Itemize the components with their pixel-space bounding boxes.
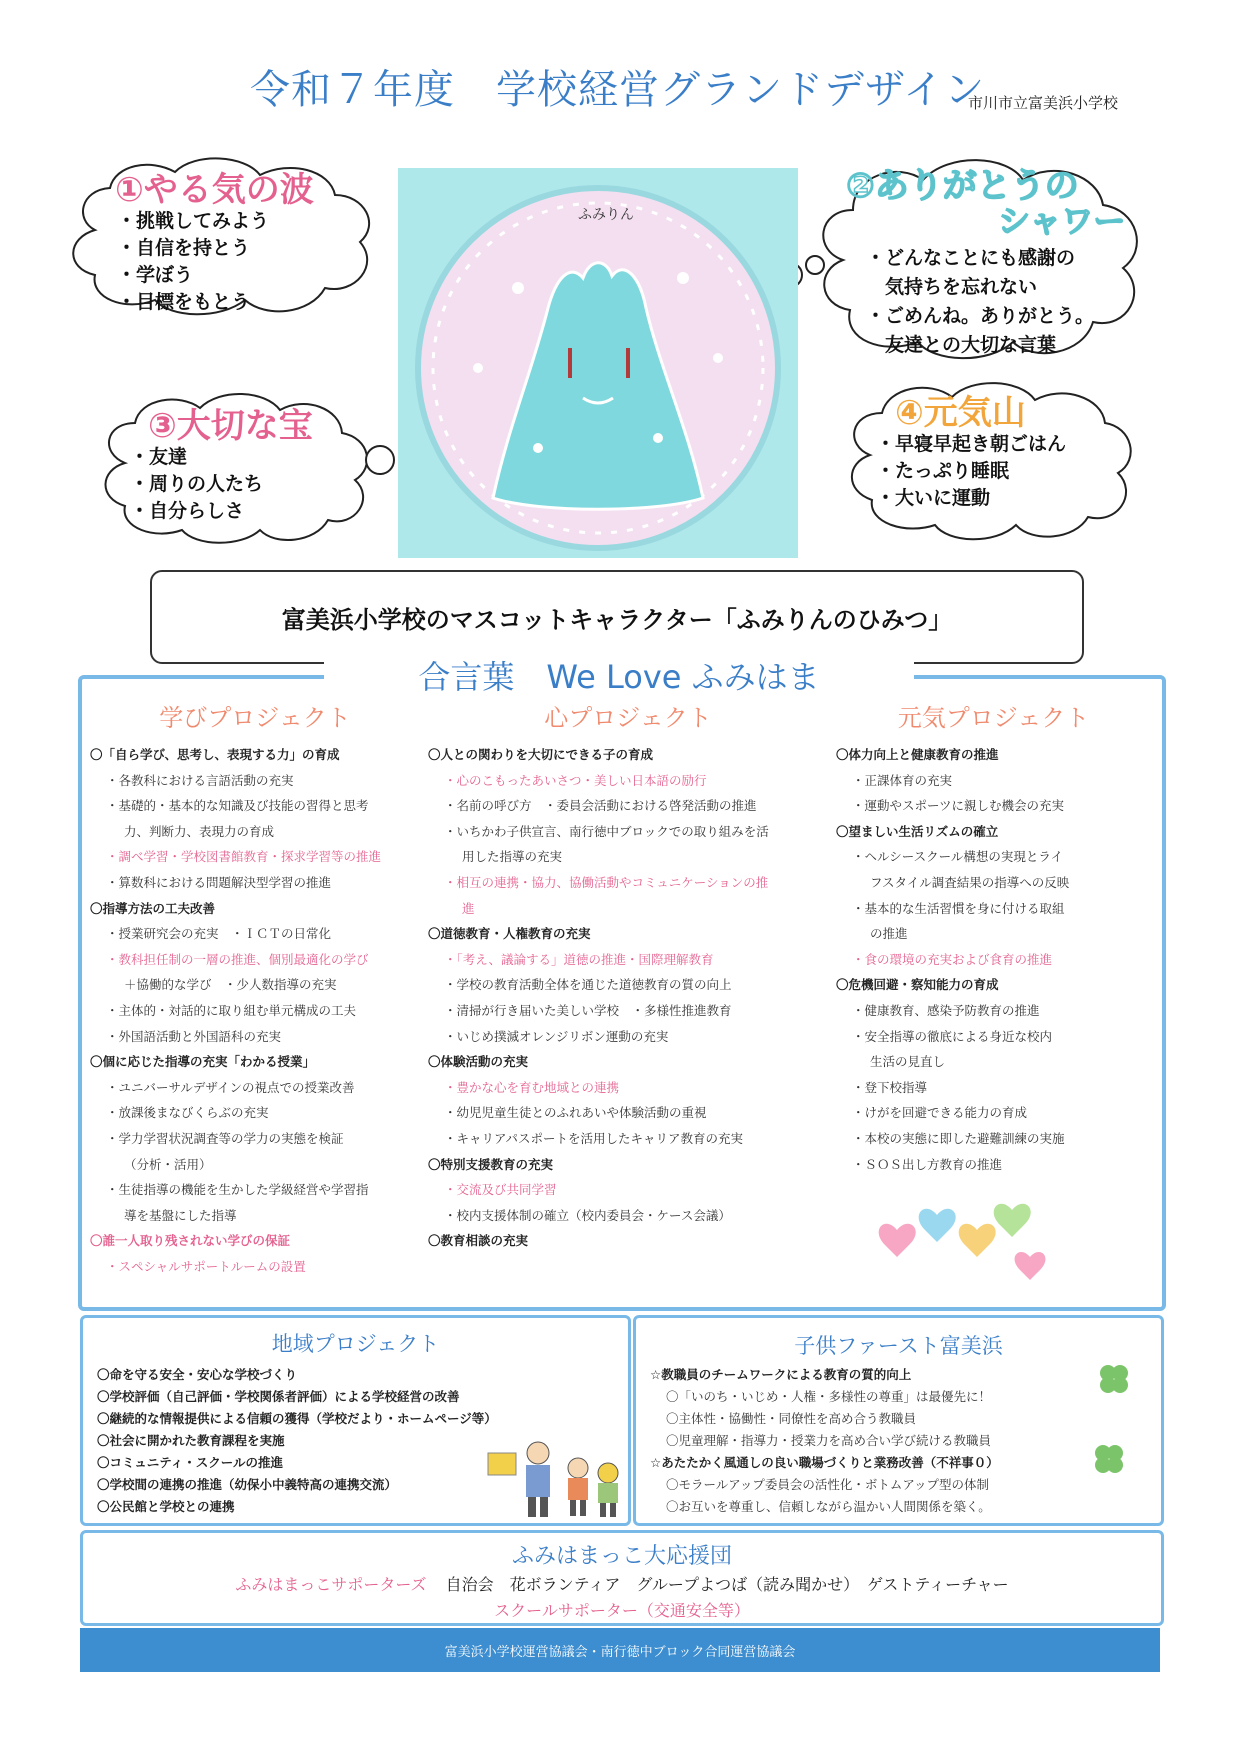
list-item: 友達との大切な言葉 (866, 334, 1057, 356)
list-item: 〇道徳教育・人権教育の充実 (428, 926, 591, 942)
list-item: ・教科担任制の一層の推進、個別最適化の学び (106, 951, 369, 967)
list-item: 〇望ましい生活リズムの確立 (836, 823, 999, 839)
list-item: ・登下校指導 (852, 1079, 928, 1095)
mascot-label: ふみりん (578, 207, 634, 223)
list-item: ・自分らしさ (130, 500, 245, 522)
list-item: ・主体的・対話的に取り組む単元構成の工夫 (106, 1002, 357, 1018)
list-item: ・名前の呼び方 ・委員会活動における啓発活動の推進 (444, 798, 757, 814)
cloud-yaruki (55, 150, 390, 325)
list-item: ・授業研究会の充実 ・ＩＣＴの日常化 (106, 926, 332, 942)
list-item: （分析・活用） (124, 1156, 212, 1172)
box-title: 地域プロジェクト (271, 1332, 440, 1356)
list-item: ・早寝早起き朝ごはん (876, 433, 1067, 455)
list-item: ・基礎的・基本的な知識及び技能の習得と思考 (106, 798, 369, 814)
list-item: ・算数科における問題解決型学習の推進 (106, 874, 332, 890)
list-item: 〇誰一人取り残されない学びの保証 (90, 1233, 291, 1249)
list-item: ・いじめ撲滅オレンジリボン運動の充実 (444, 1028, 669, 1044)
list-item: ・校内支援体制の確立（校内委員会・ケース会議） (444, 1207, 731, 1223)
aikotoba-heading: 合言葉 We Love ふみはま (324, 652, 914, 698)
cloud-title: ④元気山 (895, 393, 1026, 433)
list-item: 気持ちを忘れない (866, 276, 1038, 298)
list-item: ・外国語活動と外国語科の充実 (106, 1028, 282, 1044)
list-item: 〇「自ら学び、思考し、表現する力」の育成 (90, 747, 340, 762)
children-illustration (478, 1433, 628, 1521)
cloud-list (117, 208, 269, 316)
manabi-project (90, 700, 420, 1279)
list-item: 〇学校間の連携の推進（幼保小中義特高の連携交流） (97, 1477, 398, 1492)
list-item: フスタイル調査結果の指導への反映 (870, 874, 1070, 890)
cloud-title-sub: シャワー (998, 202, 1126, 240)
cloud-list (866, 244, 1094, 360)
project-list (836, 742, 1151, 1177)
list-item: 〇指導方法の工夫改善 (90, 900, 216, 916)
list-item: 〇人との関わりを大切にできる子の育成 (428, 747, 654, 762)
list-item: ・キャリアパスポートを活用したキャリア教育の充実 (444, 1130, 744, 1146)
list-item: ・学ぼう (117, 264, 194, 286)
list-item: ・生徒指導の機能を生かした学級経営や学習指 (106, 1182, 369, 1198)
list-item: 〇モラールアップ委員会の活性化・ボトムアップ型の体制 (666, 1477, 990, 1492)
supporter-highlight: ふみはまっこサポーターズ (235, 1575, 427, 1594)
list-item: 〇危機回避・察知能力の育成 (836, 977, 999, 993)
list-item: 用した指導の充実 (462, 849, 563, 865)
project-title: 元気プロジェクト (897, 704, 1090, 732)
list-item: ・ユニバーサルデザインの視点での授業改善 (106, 1079, 355, 1095)
list-item: ＋協働的な学び ・少人数指導の充実 (124, 977, 337, 993)
list-item: ・スペシャルサポートルームの設置 (106, 1258, 306, 1274)
list-item: 〇主体性・協働性・同僚性を高め合う教職員 (666, 1411, 917, 1426)
list-item: 生活の見直し (870, 1054, 946, 1070)
list-item: ・基本的な生活習慣を身に付ける取組 (852, 900, 1065, 916)
mascot-image (398, 168, 798, 558)
list-item: 〇体力向上と健康教育の推進 (836, 747, 999, 762)
clover-icon (1078, 1338, 1148, 1488)
list-item: ・健康教育、感染予防教育の推進 (852, 1002, 1040, 1018)
list-item: ・ＳＯＳ出し方教育の推進 (852, 1156, 1003, 1172)
supporter-list: 自治会 花ボランティア グループよつば（読み聞かせ） ゲストティーチャー (445, 1575, 1009, 1594)
list-item: ・正課体育の充実 (852, 772, 953, 788)
hearts-decoration (845, 1185, 1065, 1285)
list-item: ・豊かな心を育む地域との連携 (444, 1079, 620, 1095)
cloud-list (876, 431, 1066, 512)
list-item: ・ごめんね。ありがとう。 (866, 305, 1095, 327)
mascot-caption: 富美浜小学校のマスコットキャラクター「ふみりんのひみつ」 (150, 570, 1084, 664)
list-item: 〇個に応じた指導の充実「わかる授業」 (90, 1054, 316, 1070)
list-item: ・運動やスポーツに親しむ機会の充実 (852, 798, 1065, 814)
list-item: ・心のこもったあいさつ・美しい日本語の励行 (444, 772, 707, 788)
list-item: ・いちかわ子供宣言、南行徳中ブロックでの取り組みを活 (444, 823, 769, 839)
list-item: ・放課後まなびくらぶの充実 (106, 1105, 269, 1121)
project-title: 学びプロジェクト (159, 704, 351, 732)
list-item: ・どんなことにも感謝の (866, 247, 1076, 269)
list-item: 〇社会に開かれた教育課程を実施 (97, 1433, 285, 1448)
genki-project (836, 700, 1151, 1177)
project-list (428, 742, 828, 1254)
list-item: ・本校の実態に即した避難訓練の実施 (852, 1130, 1065, 1146)
list-item: ・大いに運動 (876, 487, 991, 509)
list-item: ・けがを回避できる能力の育成 (852, 1105, 1028, 1121)
ouendan-box (80, 1530, 1164, 1626)
cloud-genkiyama (840, 375, 1145, 545)
list-item: の推進 (870, 926, 908, 942)
footer-bar: 富美浜小学校運営協議会・南行徳中ブロック合同運営協議会 (80, 1628, 1160, 1672)
supporter-highlight: スクールサポーター（交通安全等） (494, 1601, 750, 1620)
page-title: 令和７年度 学校経営グランドデザイン (250, 67, 986, 113)
list-item: ・調べ学習・学校図書館教育・探求学習等の推進 (106, 849, 382, 865)
cloud-title: ①やる気の波 (115, 170, 314, 210)
project-list (90, 742, 420, 1279)
list-item: 〇特別支援教育の充実 (428, 1156, 554, 1172)
list-item: ・学校の教育活動全体を通じた道徳教育の質の向上 (444, 977, 732, 993)
list-item: 〇コミュニティ・スクールの推進 (97, 1455, 284, 1470)
list-item: ・たっぷり睡眠 (876, 460, 1010, 482)
list-item: ・食の環境の充実および食育の推進 (852, 951, 1053, 967)
project-title: 心プロジェクト (544, 704, 712, 732)
list-item: ・清掃が行き届いた美しい学校 ・多様性推進教育 (444, 1002, 732, 1018)
list-item: ・挑戦してみよう (117, 210, 270, 232)
list-item: 〇教育相談の充実 (428, 1233, 529, 1249)
cloud-list (130, 444, 263, 525)
list-item: ・安全指導の徹底による身近な校内 (852, 1028, 1053, 1044)
list-item: 〇継続的な情報提供による信頼の獲得（学校だより・ホームページ等） (97, 1411, 497, 1426)
list-item: ・相互の連携・協力、協働活動やコミュニケーションの推 (444, 874, 769, 890)
box-title: 子供ファースト富美浜 (794, 1334, 1003, 1358)
list-item: 〇お互いを尊重し、信頼しながら温かい人間関係を築く。 (666, 1499, 991, 1514)
mascot-illustration (398, 168, 798, 558)
list-item: ・ヘルシースクール構想の実現とライ (852, 849, 1063, 865)
kokoro-project (428, 700, 828, 1254)
list-item: 〇児童理解・指導力・授業力を高め合い学び続ける教職員 (666, 1433, 992, 1448)
supporters (83, 1570, 1161, 1626)
list-item: ・友達 (130, 446, 188, 468)
school-name: 市川市立富美浜小学校 (968, 94, 1119, 112)
cloud-takara (90, 388, 380, 548)
list-item: ☆教職員のチームワークによる教育の質的向上 (650, 1367, 912, 1382)
cloud-title: ③大切な宝 (148, 406, 313, 446)
list-item: ・交流及び共同学習 (444, 1182, 557, 1198)
list-item: ・周りの人たち (130, 473, 264, 495)
list-item: 力、判断力、表現力の育成 (124, 823, 275, 839)
list-item: 〇公民館と学校との連携 (97, 1499, 235, 1514)
list-item: ・「考え、議論する」道徳の推進・国際理解教育 (444, 951, 714, 967)
kodomo-first (633, 1315, 1164, 1526)
chiiki-project (80, 1315, 631, 1526)
list-item: 〇命を守る安全・安心な学校づくり (97, 1367, 298, 1382)
list-item: 〇体験活動の充実 (428, 1054, 529, 1070)
list-item: 進 (462, 900, 475, 916)
list-item: ・自信を持とう (117, 237, 251, 259)
list-item: 〇学校評価（自己評価・学校関係者評価）による学校経営の改善 (97, 1389, 460, 1404)
list-item: ・幼児児童生徒とのふれあいや体験活動の重視 (444, 1105, 707, 1121)
cloud-title: ②ありがとうの (846, 166, 1079, 206)
list-item: ・学力学習状況調査等の学力の実態を検証 (106, 1130, 344, 1146)
list-item: ・各教科における言語活動の充実 (106, 772, 294, 788)
list-item: ・目標をもとう (117, 291, 251, 313)
list-item: ☆あたたかく風通しの良い職場づくりと業務改善（不祥事０） (650, 1455, 999, 1470)
list-item: 〇「いのち・いじめ・人権・多様性の尊重」は最優先に！ (666, 1389, 992, 1404)
list-item: 導を基盤にした指導 (124, 1207, 237, 1223)
box-title: ふみはまっこ大応援団 (511, 1544, 732, 1569)
